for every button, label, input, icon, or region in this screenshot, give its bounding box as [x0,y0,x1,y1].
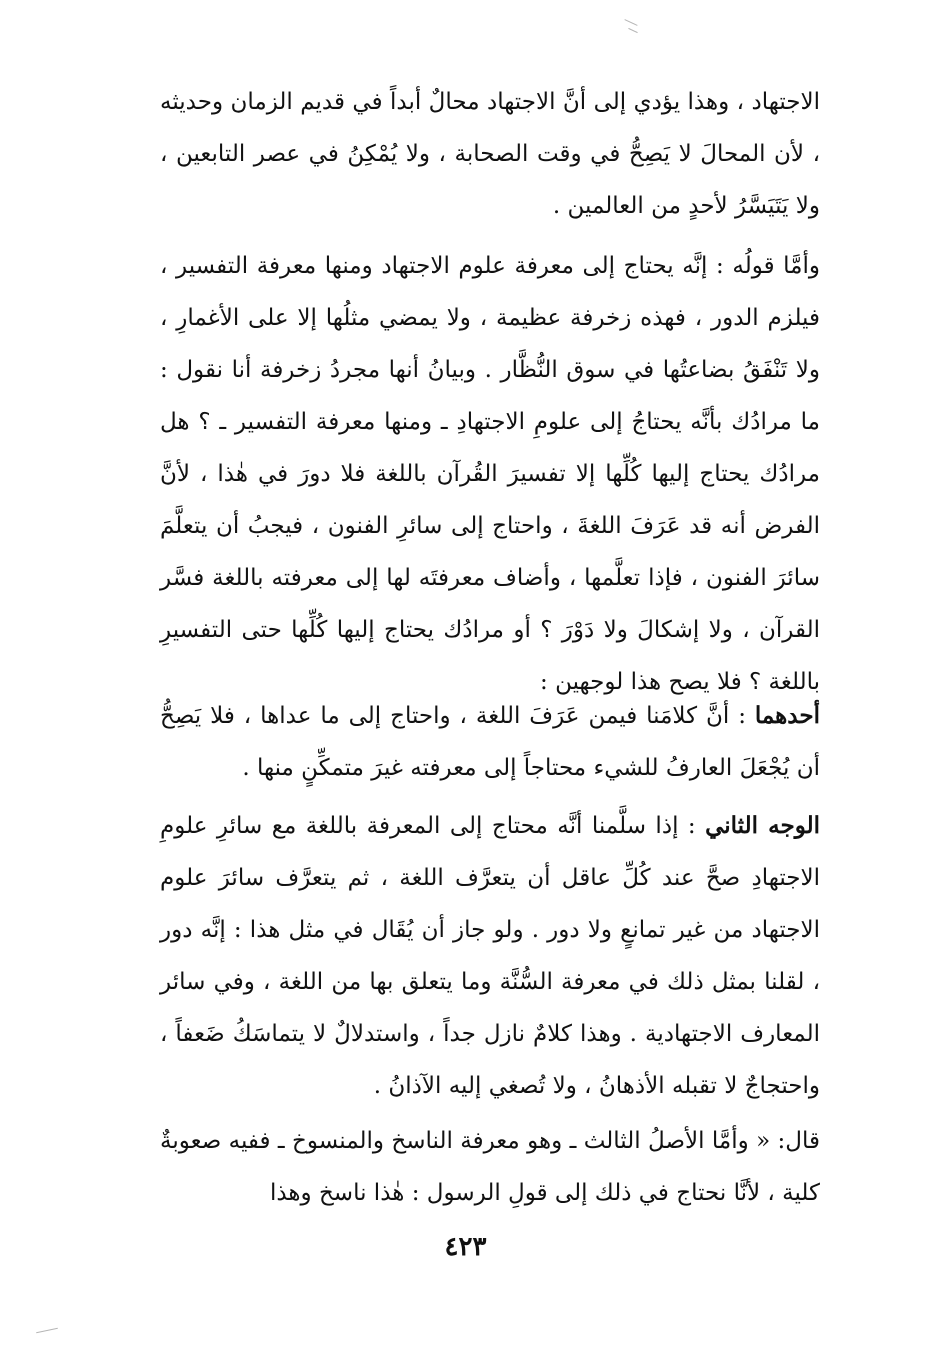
paragraph [160,800,820,1112]
scan-speck [628,28,637,33]
paragraph-text: قال: « وأمَّا الأصلُ الثالث ـ وهو معرفة الناسخ والمنسوخ ـ ففيه صعوبةٌ كلية ، لأنَّا نحتاج في ذلك إلى قولِ الرسول : هٰذا ناسخ وهذا [160,1128,820,1206]
paragraph [160,240,820,708]
paragraph [160,690,820,794]
page-number: ٤٢٣ [444,1232,487,1262]
scan-speck [36,1328,58,1334]
paragraph-text: : إذا سلَّمنا أنَّه محتاج إلى المعرفة باللغة مع سائرِ علومِ الاجتهادِ صحَّ عند كُلِّ عاقل أن يتعرَّف اللغة ، ثم يتعرَّف سائرَ علوم الاجتهاد من غير تمانعٍ ولا دور . ولو جاز أن يُقَال في مثل هذا : إنَّه دور ، لقلنا بمثل ذلك في معرفة السُّنَّة وما يتعلق بها من اللغة ، وفي سائر المعارف الاجتهادية . وهذا كلامٌ نازل جداً ، واستدلالٌ لا يتماسَكُ ضَعفاً ، واحتجاجٌ لا تقبله الأذهانُ ، ولا تُصغي إليه الآذانُ . [160,813,820,1099]
paragraph-lead: الوجه الثاني [705,812,820,839]
paragraph-text: الاجتهاد ، وهذا يؤدي إلى أنَّ الاجتهاد محالٌ أبداً في قديم الزمان وحديثه ، لأن المحالَ لا يَصِحُّ في وقت الصحابة ، ولا يُمْكِنُ في عصر التابعين ، ولا يَتَيَسَّرُ لأحدٍ من العالمين . [160,89,820,219]
paragraph-text: وأمَّا قولُه : إنَّه يحتاج إلى معرفة علوم الاجتهاد ومنها معرفة التفسير ، فيلزم الدور ، فهذه زخرفة عظيمة ، ولا يمضي مثلُها إلا على الأغمارِ ، ولا تَنْفَقُ بضاعتُها في سوق النُّظَّار . وبيانُ أنها مجردُ زخرفة أنا نقول : ما مرادُك بأنَّه يحتاجُ إلى علومِ الاجتهادِ ـ ومنها معرفة التفسير ـ ؟ هل مرادُك يحتاج إليها كُلِّها إلا تفسيرَ القُرآن باللغة فلا دورَ في هٰذا ، لأنَّ الفرض أنه قد عَرَفَ اللغةَ ، واحتاج إلى سائرِ الفنون ، فيجبُ أن يتعلَّمَ سائرَ الفنون ، فإذا تعلَّمها ، وأضاف معرفتَه لها إلى معرفته باللغة فسَّر القرآن ، ولا إشكالَ ولا دَوْرَ ؟ أو مرادُك يحتاج إليها كُلِّها حتى التفسيرِ باللغة ؟ فلا يصح هذا لوجهين : [160,253,820,695]
paragraph-lead: أحدهما [754,702,820,729]
paragraph [160,76,820,232]
paragraph [160,1115,820,1219]
scan-speck [624,19,637,26]
paragraph-text: : أنَّ كلامَنا فيمن عَرَفَ اللغة ، واحتاج إلى ما عداها ، فلا يَصِحُّ أن يُجْعَلَ العارفُ للشيء محتاجاً إلى معرفته غيرَ متمكِّنٍ منها . [160,703,820,781]
